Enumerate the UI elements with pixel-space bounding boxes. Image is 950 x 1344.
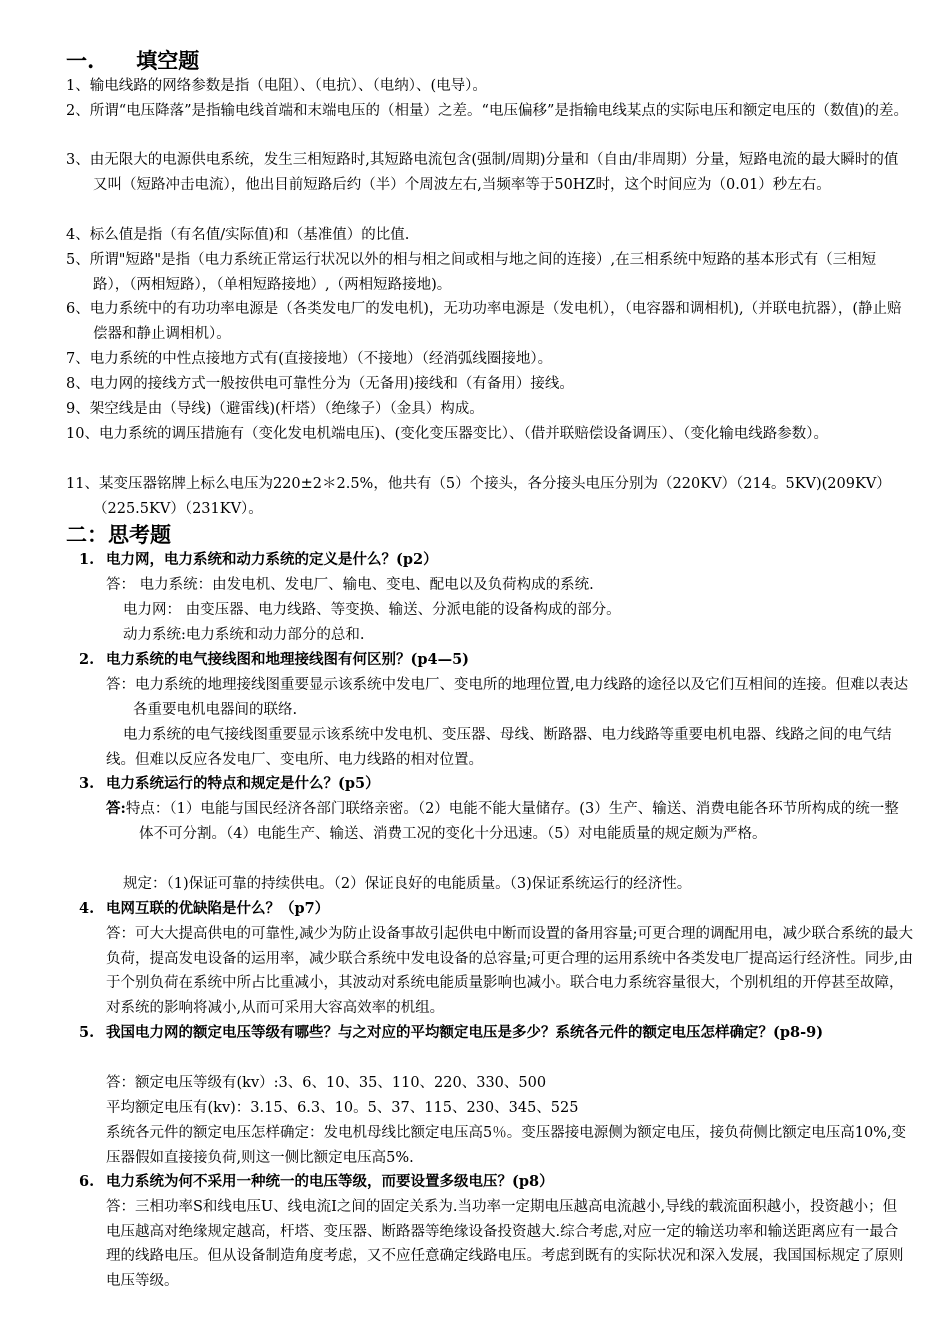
fill-item-8: 8、电力网的接线方式一般按供电可靠性分为（无备用)接线和（有备用）接线。	[66, 376, 574, 392]
answer-3-requirements: 规定：（1)保证可靠的持续供电。（2）保证良好的电能质量。（3)保证系统运行的经济性。	[123, 876, 692, 892]
fill-item-2: 2、所谓“电压降落”是指输电线首端和末端电压的（相量）之差。“电压偏移”是指输电线某点的实际电压和额定电压的（数值)的差。	[66, 103, 909, 119]
question-3-number: 3.	[79, 775, 95, 792]
answer-2-para-1: 答：电力系统的地理接线图重要显示该系统中发电厂、变电所的地理位置,电力线路的途径以及它们互相间的连接。但难以表达各重要电机电器间的联络.	[106, 677, 909, 718]
question-4-text: 电网互联的优缺陷是什么？（p7）	[106, 900, 330, 917]
question-5-text: 我国电力网的额定电压等级有哪些？与之对应的平均额定电压是多少？系统各元件的额定电压怎样确定？(p8-9)	[106, 1024, 824, 1041]
answer-5-line-3: 系统各元件的额定电压怎样确定：发电机母线比额定电压高5％。变压器接电源侧为额定电压，接负荷侧比额定电压高10%,变压器假如直接接负荷,则这一侧比额定电压高5%.	[106, 1125, 907, 1166]
answer-4-para: 答：可大大提高供电的可靠性,减少为防止设备事故引起供电中断而设置的备用容量;可更合理的调配用电，减少联合系统的最大负荷，提高发电设备的运用率，减少联合系统中发电设备的总容量;可更合理的运用系统中各类发电厂提高运行经济性。同步,由于个别负荷在系统中所占比重减小，其波动对系统电能质量影响也减小。联合电力系统容量很大，个别机组的开停甚至故障，对系统的影响将减小,从而可采用大容高效率的机组。	[106, 926, 913, 1016]
answer-1-line-1: 答： 电力系统：由发电机、发电厂、输电、变电、配电以及负荷构成的系统.	[106, 577, 594, 593]
fill-item-7: 7、电力系统的中性点接地方式有(直接接地）（不接地）（经消弧线圈接地）。	[66, 351, 553, 367]
question-2-text: 电力系统的电气接线图和地理接线图有何区别？(p4—5)	[106, 651, 470, 668]
answer-2-para-2: 电力系统的电气接线图重要显示该系统中发电机、变压器、母线、断路器、电力线路等重要电机电器、线路之间的电气结线。但难以反应各发电厂、变电所、电力线路的相对位置。	[106, 727, 892, 768]
question-3-text: 电力系统运行的特点和规定是什么？(p5）	[106, 775, 380, 792]
fill-item-11: 11、某变压器铭牌上标么电压为220±2＊2.5%，他共有（5）个接头，各分接头电压分别为（220KV）（214。5KV)(209KV）（225.5KV）（231KV）。	[66, 476, 891, 517]
fill-item-4: 4、标么值是指（有名值/实际值)和（基准值）的比值.	[66, 227, 410, 243]
answer-5-line-1: 答：额定电压等级有(kv）:3、6、10、35、110、220、330、500	[106, 1075, 547, 1091]
answer-3-label: 答:	[106, 800, 126, 817]
question-2-number: 2.	[79, 651, 95, 668]
fill-item-10: 10、电力系统的调压措施有（变化发电机端电压)、(变化变压器变比）、（借并联赔偿设备调压）、（变化输电线路参数）。	[66, 426, 829, 442]
fill-item-6: 6、电力系统中的有功功率电源是（各类发电厂的发电机)，无功功率电源是（发电机），（电容器和调相机),（并联电抗器），(静止赔偿器和静止调相机）。	[66, 301, 902, 342]
question-6-text: 电力系统为何不采用一种统一的电压等级，而要设置多级电压？(p8）	[106, 1173, 554, 1190]
question-6-number: 6.	[79, 1173, 95, 1190]
section-2-heading: 二：思考题	[66, 522, 171, 547]
question-1-number: 1.	[79, 551, 95, 568]
answer-5-line-2: 平均额定电压有(kv)：3.15、6.3、10。5、37、115、230、345、525	[106, 1100, 579, 1116]
question-4-number: 4.	[79, 900, 95, 917]
question-1-text: 电力网，电力系统和动力系统的定义是什么？(p2）	[106, 551, 438, 568]
question-5-number: 5.	[79, 1024, 95, 1041]
section-1-heading: 一. 填空题	[66, 48, 200, 73]
fill-item-9: 9、架空线是由（导线)（避雷线)(杆塔）（绝缘子）（金具）构成。	[66, 401, 484, 417]
fill-item-3: 3、由无限大的电源供电系统，发生三相短路时,其短路电流包含(强制/周期)分量和（自由/非周期）分量，短路电流的最大瞬时的值又叫（短路冲击电流），他出目前短路后约（半）个周波左右,当频率等于50HZ时，这个时间应为（0.01）秒左右。	[66, 152, 899, 193]
answer-6-para: 答：三相功率S和线电压U、线电流I之间的固定关系为.当功率一定期电压越高电流越小,导线的载流面积越小，投资越小；但电压越高对绝缘规定越高，杆塔、变压器、断路器等绝缘设备投资越大.综合考虑,对应一定的输送功率和输送距离应有一最合理的线路电压。但从设备制造角度考虑，又不应任意确定线路电压。考虑到既有的实际状况和深入发展，我国国标规定了原则电压等级。	[106, 1199, 904, 1289]
answer-3-features: 特点：（1）电能与国民经济各部门联络亲密。（2）电能不能大量储存。(3）生产、输送、消费电能各环节所构成的统一整体不可分割。（4）电能生产、输送、消费工况的变化十分迅速。（5）对电能质量的规定颇为严格。	[125, 801, 899, 842]
answer-1-line-2: 电力网： 由变压器、电力线路、等变换、输送、分派电能的设备构成的部分。	[123, 602, 621, 618]
answer-1-line-3: 动力系统:电力系统和动力部分的总和.	[123, 627, 365, 643]
fill-item-1: 1、输电线路的网络参数是指（电阻）、（电抗）、（电纳）、(电导）。	[66, 78, 487, 94]
answer-3-block	[106, 797, 911, 846]
fill-item-5: 5、所谓"短路"是指（电力系统正常运行状况以外的相与相之间或相与地之间的连接）,在三相系统中短路的基本形式有（三相短路），（两相短路），（单相短路接地）,（两相短路接地)。	[66, 252, 877, 293]
